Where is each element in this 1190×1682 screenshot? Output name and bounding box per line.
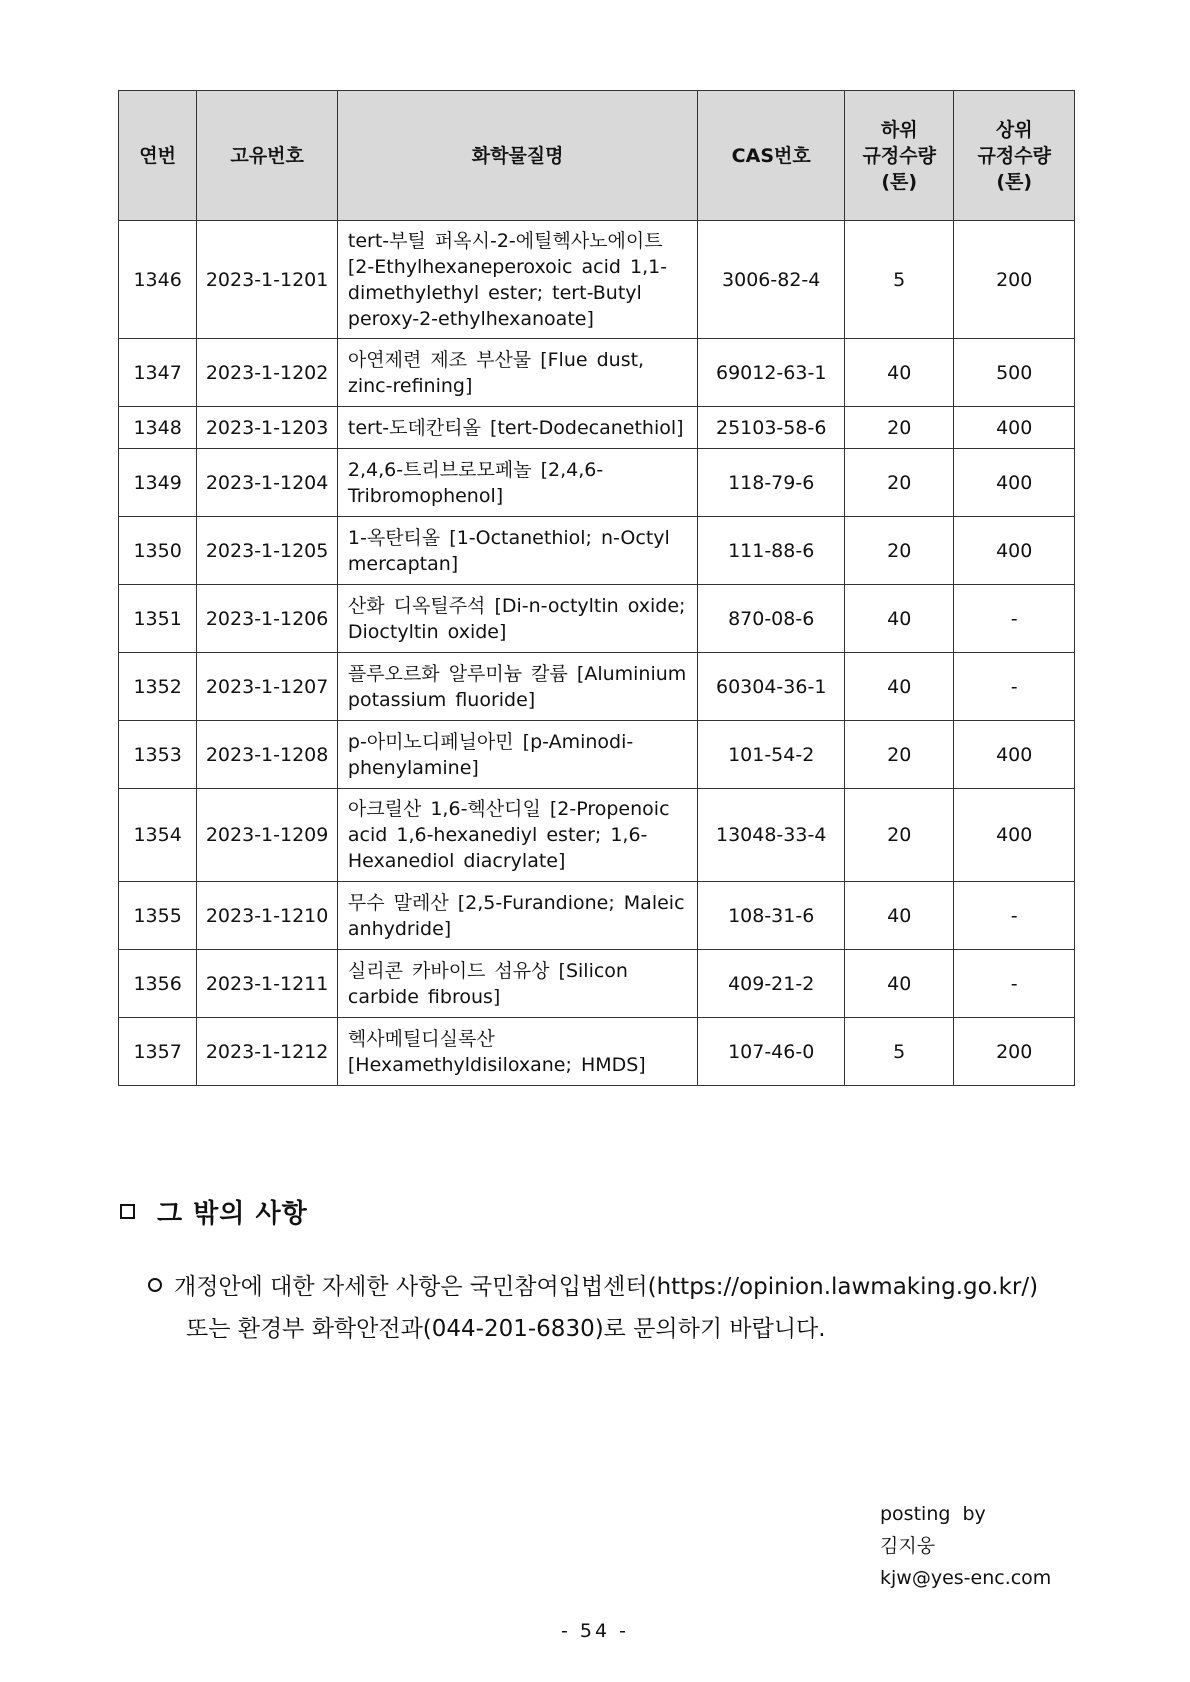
cell-upper-threshold: 200 [954, 221, 1075, 339]
cell-unique-id: 2023-1-1203 [197, 407, 338, 449]
cell-serial-no: 1355 [119, 882, 197, 950]
cell-chemical-name: 헥사메틸디실록산 [Hexamethyldisiloxane; HMDS] [337, 1018, 698, 1086]
cell-chemical-name: 2,4,6-트리브로모페놀 [2,4,6-Tribromophenol] [337, 449, 698, 517]
contact-note [148, 1266, 1088, 1350]
table-row [119, 407, 1075, 449]
cell-lower-threshold: 20 [845, 407, 954, 449]
note-line-1-text: 개정안에 대한 자세한 사항은 국민참여입법센터(https://opinion.lawmaking.go.kr/) [174, 1274, 1039, 1300]
cell-serial-no: 1351 [119, 585, 197, 653]
cell-upper-threshold: 400 [954, 517, 1075, 585]
cell-serial-no: 1348 [119, 407, 197, 449]
cell-cas-no: 69012-63-1 [698, 339, 845, 407]
cell-serial-no: 1349 [119, 449, 197, 517]
cell-unique-id: 2023-1-1204 [197, 449, 338, 517]
cell-chemical-name: 실리콘 카바이드 섬유상 [Silicon carbide fibrous] [337, 950, 698, 1018]
cell-lower-threshold: 5 [845, 1018, 954, 1086]
cell-upper-threshold: - [954, 585, 1075, 653]
cell-cas-no: 870-08-6 [698, 585, 845, 653]
cell-chemical-name: 아연제련 제조 부산물 [Flue dust, zinc-refining] [337, 339, 698, 407]
cell-cas-no: 118-79-6 [698, 449, 845, 517]
cell-lower-threshold: 20 [845, 721, 954, 789]
cell-unique-id: 2023-1-1205 [197, 517, 338, 585]
cell-upper-threshold: 400 [954, 789, 1075, 882]
posting-credit [880, 1498, 1051, 1594]
header-lower-threshold: 하위 규정수량 (톤) [845, 91, 954, 221]
cell-upper-threshold: 200 [954, 1018, 1075, 1086]
table-row [119, 449, 1075, 517]
cell-chemical-name: tert-도데칸티올 [tert-Dodecanethiol] [337, 407, 698, 449]
circle-bullet-icon [148, 1278, 162, 1292]
cell-chemical-name: 아크릴산 1,6-헥산디일 [2-Propenoic acid 1,6-hexanediyl ester; 1,6-Hexanediol diacrylate] [337, 789, 698, 882]
cell-lower-threshold: 40 [845, 950, 954, 1018]
cell-lower-threshold: 20 [845, 789, 954, 882]
cell-cas-no: 13048-33-4 [698, 789, 845, 882]
cell-lower-threshold: 40 [845, 585, 954, 653]
section-heading-text: 그 밖의 사항 [157, 1199, 308, 1229]
cell-cas-no: 409-21-2 [698, 950, 845, 1018]
cell-upper-threshold: 400 [954, 721, 1075, 789]
table-row [119, 950, 1075, 1018]
cell-cas-no: 60304-36-1 [698, 653, 845, 721]
cell-lower-threshold: 40 [845, 339, 954, 407]
cell-unique-id: 2023-1-1211 [197, 950, 338, 1018]
cell-serial-no: 1347 [119, 339, 197, 407]
table-row [119, 789, 1075, 882]
cell-chemical-name: p-아미노디페닐아민 [p-Aminodi-phenylamine] [337, 721, 698, 789]
table-header-row [119, 91, 1075, 221]
header-serial-no: 연번 [119, 91, 197, 221]
cell-chemical-name: 산화 디옥틸주석 [Di-n-octyltin oxide; Dioctyltin oxide] [337, 585, 698, 653]
cell-lower-threshold: 5 [845, 221, 954, 339]
cell-cas-no: 107-46-0 [698, 1018, 845, 1086]
table-row [119, 653, 1075, 721]
table-row [119, 721, 1075, 789]
section-heading [120, 1193, 308, 1230]
cell-unique-id: 2023-1-1202 [197, 339, 338, 407]
cell-unique-id: 2023-1-1209 [197, 789, 338, 882]
table-row [119, 1018, 1075, 1086]
cell-chemical-name: 무수 말레산 [2,5-Furandione; Maleic anhydride] [337, 882, 698, 950]
cell-lower-threshold: 20 [845, 517, 954, 585]
cell-unique-id: 2023-1-1201 [197, 221, 338, 339]
cell-lower-threshold: 20 [845, 449, 954, 517]
cell-cas-no: 101-54-2 [698, 721, 845, 789]
header-cas-no: CAS번호 [698, 91, 845, 221]
cell-upper-threshold: - [954, 653, 1075, 721]
cell-cas-no: 108-31-6 [698, 882, 845, 950]
note-line-2: 또는 환경부 화학안전과(044-201-6830)로 문의하기 바랍니다. [186, 1316, 826, 1342]
cell-serial-no: 1350 [119, 517, 197, 585]
cell-upper-threshold: - [954, 950, 1075, 1018]
cell-cas-no: 111-88-6 [698, 517, 845, 585]
cell-lower-threshold: 40 [845, 882, 954, 950]
cell-upper-threshold: 400 [954, 449, 1075, 517]
cell-unique-id: 2023-1-1212 [197, 1018, 338, 1086]
header-unique-id: 고유번호 [197, 91, 338, 221]
table-row [119, 517, 1075, 585]
header-chemical-name: 화학물질명 [337, 91, 698, 221]
cell-unique-id: 2023-1-1206 [197, 585, 338, 653]
square-bullet-icon [120, 1204, 135, 1219]
table-body [119, 221, 1075, 1086]
cell-upper-threshold: - [954, 882, 1075, 950]
cell-upper-threshold: 500 [954, 339, 1075, 407]
cell-serial-no: 1357 [119, 1018, 197, 1086]
table-row [119, 585, 1075, 653]
cell-chemical-name: tert-부틸 퍼옥시-2-에틸헥사노에이트 [2-Ethylhexaneperoxoic acid 1,1-dimethylethyl ester; tert-Butyl peroxy-2-ethylhexanoate] [337, 221, 698, 339]
header-upper-threshold: 상위 규정수량 (톤) [954, 91, 1075, 221]
cell-serial-no: 1352 [119, 653, 197, 721]
cell-unique-id: 2023-1-1207 [197, 653, 338, 721]
cell-cas-no: 3006-82-4 [698, 221, 845, 339]
cell-serial-no: 1353 [119, 721, 197, 789]
cell-serial-no: 1354 [119, 789, 197, 882]
cell-unique-id: 2023-1-1210 [197, 882, 338, 950]
cell-upper-threshold: 400 [954, 407, 1075, 449]
posting-label: posting by [880, 1503, 986, 1525]
cell-serial-no: 1356 [119, 950, 197, 1018]
note-line-1 [148, 1266, 1088, 1308]
posting-author: 김지웅 [880, 1535, 936, 1557]
cell-serial-no: 1346 [119, 221, 197, 339]
table-row [119, 339, 1075, 407]
table-row [119, 882, 1075, 950]
cell-cas-no: 25103-58-6 [698, 407, 845, 449]
chemical-substance-table [118, 90, 1075, 1086]
cell-chemical-name: 1-옥탄티올 [1-Octanethiol; n-Octyl mercaptan] [337, 517, 698, 585]
page-number: - 54 - [561, 1620, 629, 1642]
posting-email: kjw@yes-enc.com [880, 1567, 1052, 1589]
cell-unique-id: 2023-1-1208 [197, 721, 338, 789]
table-row [119, 221, 1075, 339]
cell-lower-threshold: 40 [845, 653, 954, 721]
cell-chemical-name: 플루오르화 알루미늄 칼륨 [Aluminium potassium fluoride] [337, 653, 698, 721]
